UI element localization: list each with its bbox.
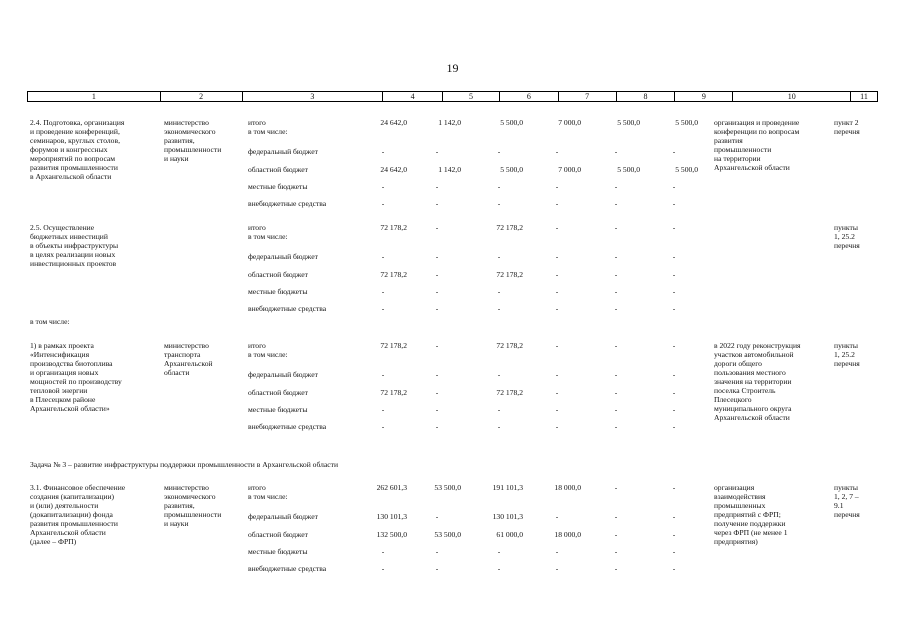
amount-cell: - (672, 370, 676, 379)
amount-cell: 5 500,0 (675, 165, 698, 174)
funding-source: итого в том числе: (248, 223, 288, 241)
amount-cell: - (672, 147, 676, 156)
amount-cell: - (614, 564, 618, 573)
funding-source: внебюджетные средства (248, 564, 327, 573)
executor: министерство экономического развития, промышленности и науки (164, 118, 222, 163)
amount-cell: - (555, 512, 559, 521)
amount-cell: 72 178,2 (496, 388, 523, 397)
amount-cell: - (381, 147, 385, 156)
amount-cell: - (672, 223, 676, 232)
funding-source: областной бюджет (248, 270, 308, 279)
amount-cell: - (672, 287, 676, 296)
expected-result: в 2022 году реконструкция участков автомобильной дороги общего пользования местного значения на территории поселка Строитель Плесецкого муниципального округа Архангельской области (714, 341, 801, 422)
funding-source: внебюджетные средства (248, 199, 327, 208)
amount-cell: - (381, 199, 385, 208)
amount-cell: - (555, 182, 559, 191)
amount-cell: - (497, 422, 501, 431)
funding-source: внебюджетные средства (248, 422, 327, 431)
amount-cell: - (614, 388, 618, 397)
funding-source: местные бюджеты (248, 547, 308, 556)
amount-cell: 72 178,2 (380, 388, 407, 397)
amount-cell: - (381, 564, 385, 573)
amount-cell: 18 000,0 (554, 483, 581, 492)
amount-cell: - (555, 223, 559, 232)
amount-cell: - (435, 512, 439, 521)
amount-cell: - (672, 182, 676, 191)
table-header-row (27, 91, 878, 102)
amount-cell: - (555, 147, 559, 156)
amount-cell: - (672, 252, 676, 261)
amount-cell: - (497, 564, 501, 573)
amount-cell: - (555, 405, 559, 414)
amount-cell: - (614, 530, 618, 539)
reference: пункты 1, 2, 7 – 9.1 перечня (834, 483, 860, 519)
amount-cell: 72 178,2 (380, 223, 407, 232)
amount-cell: - (555, 287, 559, 296)
reference: пункты 1, 25.2 перечня (834, 223, 860, 250)
amount-cell: - (497, 199, 501, 208)
amount-cell: - (435, 370, 439, 379)
amount-cell: - (614, 547, 618, 556)
amount-cell: 5 500,0 (675, 118, 698, 127)
col-header-6: 6 (500, 92, 559, 101)
amount-cell: - (555, 341, 559, 350)
amount-cell: - (435, 388, 439, 397)
amount-cell: - (672, 530, 676, 539)
amount-cell: 5 500,0 (500, 165, 523, 174)
amount-cell: 5 500,0 (500, 118, 523, 127)
amount-cell: 5 500,0 (617, 165, 640, 174)
amount-cell: - (555, 422, 559, 431)
col-header-8: 8 (617, 92, 676, 101)
funding-source: внебюджетные средства (248, 304, 327, 313)
amount-cell: - (672, 304, 676, 313)
amount-cell: - (435, 182, 439, 191)
amount-cell: 72 178,2 (496, 223, 523, 232)
measure-name: 1) в рамках проекта «Интенсификация производства биотоплива и организация новых мощностей по производству тепловой энергии в Плесецком районе Архангельской области» (30, 341, 122, 413)
funding-source: местные бюджеты (248, 405, 308, 414)
amount-cell: - (555, 304, 559, 313)
expected-result: организация взаимодействия промышленных предприятий с ФРП; получение поддержки через ФРП (не менее 1 предприятия) (714, 483, 788, 546)
funding-source: федеральный бюджет (248, 370, 318, 379)
amount-cell: - (555, 547, 559, 556)
col-header-2: 2 (161, 92, 243, 101)
reference: пункт 2 перечня (834, 118, 860, 136)
funding-source: областной бюджет (248, 388, 308, 397)
funding-source: федеральный бюджет (248, 252, 318, 261)
amount-cell: 53 500,0 (434, 483, 461, 492)
amount-cell: - (672, 564, 676, 573)
page-number: 19 (446, 61, 459, 75)
amount-cell: - (614, 341, 618, 350)
funding-source: итого в том числе: (248, 118, 288, 136)
funding-source: областной бюджет (248, 530, 308, 539)
amount-cell: 1 142,0 (438, 165, 461, 174)
amount-cell: 61 000,0 (496, 530, 523, 539)
amount-cell: - (614, 370, 618, 379)
amount-cell: - (381, 547, 385, 556)
amount-cell: - (497, 147, 501, 156)
amount-cell: - (555, 252, 559, 261)
executor: министерство экономического развития, промышленности и науки (164, 483, 222, 528)
amount-cell: - (614, 199, 618, 208)
amount-cell: - (435, 304, 439, 313)
amount-cell: - (672, 270, 676, 279)
amount-cell: - (435, 564, 439, 573)
amount-cell: - (614, 147, 618, 156)
amount-cell: - (497, 405, 501, 414)
funding-source: федеральный бюджет (248, 512, 318, 521)
amount-cell: - (435, 547, 439, 556)
amount-cell: - (614, 304, 618, 313)
amount-cell: - (614, 422, 618, 431)
col-header-10: 10 (733, 92, 851, 101)
amount-cell: - (381, 422, 385, 431)
amount-cell: - (435, 270, 439, 279)
amount-cell: - (672, 547, 676, 556)
amount-cell: - (614, 405, 618, 414)
amount-cell: - (497, 182, 501, 191)
amount-cell: - (497, 304, 501, 313)
amount-cell: - (435, 287, 439, 296)
amount-cell: 72 178,2 (380, 270, 407, 279)
amount-cell: - (497, 252, 501, 261)
amount-cell: 7 000,0 (558, 165, 581, 174)
amount-cell: - (435, 147, 439, 156)
amount-cell: - (614, 252, 618, 261)
amount-cell: - (435, 405, 439, 414)
amount-cell: 262 601,3 (376, 483, 407, 492)
in-that-number-label: в том числе: (30, 317, 70, 326)
amount-cell: - (672, 422, 676, 431)
amount-cell: 72 178,2 (496, 341, 523, 350)
col-header-9: 9 (675, 92, 733, 101)
amount-cell: - (672, 341, 676, 350)
funding-source: областной бюджет (248, 165, 308, 174)
amount-cell: - (672, 483, 676, 492)
amount-cell: - (435, 422, 439, 431)
amount-cell: 130 101,3 (376, 512, 407, 521)
amount-cell: - (614, 512, 618, 521)
amount-cell: - (672, 512, 676, 521)
amount-cell: - (555, 199, 559, 208)
amount-cell: - (381, 304, 385, 313)
amount-cell: 72 178,2 (496, 270, 523, 279)
amount-cell: - (381, 370, 385, 379)
amount-cell: 132 500,0 (376, 530, 407, 539)
col-header-1: 1 (28, 92, 161, 101)
amount-cell: - (381, 405, 385, 414)
amount-cell: 18 000,0 (554, 530, 581, 539)
task-3-title: Задача № 3 – развитие инфраструктуры поддержки промышленности в Архангельской области (30, 460, 339, 469)
amount-cell: - (381, 182, 385, 191)
amount-cell: 1 142,0 (438, 118, 461, 127)
amount-cell: - (381, 252, 385, 261)
amount-cell: - (555, 270, 559, 279)
amount-cell: - (497, 547, 501, 556)
amount-cell: - (614, 182, 618, 191)
amount-cell: - (497, 370, 501, 379)
amount-cell: 24 642,0 (380, 118, 407, 127)
amount-cell: - (555, 564, 559, 573)
amount-cell: - (672, 388, 676, 397)
amount-cell: - (497, 287, 501, 296)
amount-cell: - (435, 341, 439, 350)
amount-cell: 5 500,0 (617, 118, 640, 127)
amount-cell: - (672, 199, 676, 208)
measure-name: 2.4. Подготовка, организация и проведение конференций, семинаров, круглых столов, форумов и конгрессных мероприятий по вопросам развития промышленности в Архангельской области (30, 118, 125, 181)
col-header-5: 5 (443, 92, 500, 101)
amount-cell: - (614, 270, 618, 279)
measure-name: 2.5. Осуществление бюджетных инвестиций в объекты инфраструктуры в целях реализации новых инвестиционных проектов (30, 223, 119, 268)
col-header-11: 11 (860, 92, 868, 101)
executor: министерство транспорта Архангельской области (164, 341, 213, 377)
funding-source: местные бюджеты (248, 287, 308, 296)
col-header-4: 4 (383, 92, 443, 101)
funding-source: итого в том числе: (248, 483, 288, 501)
funding-source: местные бюджеты (248, 182, 308, 191)
col-header-3: 3 (243, 92, 384, 101)
col-header-7: 7 (559, 92, 617, 101)
amount-cell: 53 500,0 (434, 530, 461, 539)
amount-cell: - (555, 388, 559, 397)
amount-cell: - (614, 483, 618, 492)
amount-cell: - (614, 223, 618, 232)
amount-cell: 72 178,2 (380, 341, 407, 350)
measure-name: 3.1. Финансовое обеспечение создания (капитализации) и (или) деятельности (докапитализации) фонда развития промышленности Архангельской области (далее – ФРП) (30, 483, 126, 546)
amount-cell: - (555, 370, 559, 379)
amount-cell: 191 101,3 (492, 483, 523, 492)
amount-cell: 7 000,0 (558, 118, 581, 127)
amount-cell: - (614, 287, 618, 296)
amount-cell: - (672, 405, 676, 414)
amount-cell: - (435, 199, 439, 208)
amount-cell: - (435, 223, 439, 232)
amount-cell: 130 101,3 (492, 512, 523, 521)
amount-cell: - (435, 252, 439, 261)
amount-cell: 24 642,0 (380, 165, 407, 174)
funding-source: федеральный бюджет (248, 147, 318, 156)
funding-source: итого в том числе: (248, 341, 288, 359)
amount-cell: - (381, 287, 385, 296)
reference: пункты 1, 25.2 перечня (834, 341, 860, 368)
expected-result: организация и проведение конференции по вопросам развития промышленности на территории Архангельской области (714, 118, 800, 172)
